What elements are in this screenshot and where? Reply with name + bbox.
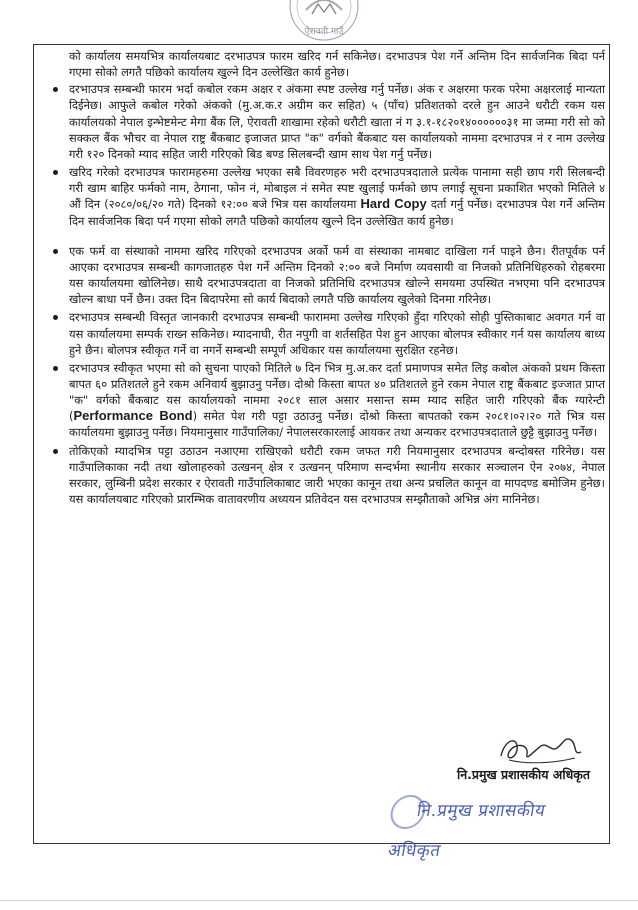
paragraph-text: दरभाउपत्र सम्बन्धी विस्तृत जानकारी दरभाउपत्र सम्बन्धी फाराममा उल्लेख गरिएको हुँदा गरिएको सोही पुस्तिकाबाट अवगत गर्न वा यस कार्यालयमा सम्पर्क राख्न सकिनेछ। म्यादनाघी, रीत नपुगी वा शर्तसहित पेश हुन आएका बोलपत्र स्वीकार गर्न यस कार्यालय बाध्य हुने छैन। बोलपत्र स्वीकृत गर्ने वा नगर्ने सम्बन्धी सम्पूर्ण अधिकार यस कार्यालयमा सुरक्षित रहनेछ। (69, 310, 605, 357)
stamp-text: नि.प्रमुख प्रशासकीय अधिकृत (386, 801, 548, 861)
notice-paragraph (50, 360, 605, 441)
notice-paragraph (50, 443, 605, 508)
paragraph-text: दर्ता गर्नु पर्नेछ। दरभाउपत्र पेश गर्ने अन्तिम दिन सार्वजनिक बिदा पर्न गएमा सोको लगतै पछिको कार्यालय खुल्ने दिन उल्लेखित कार्य हुनेछ। (69, 197, 605, 228)
notice-body (50, 48, 605, 509)
notice-paragraph (50, 48, 605, 80)
bullet-icon (53, 249, 58, 254)
paragraph-text: एक फर्म वा संस्थाको नाममा खरिद गरिएको दरभाउपत्र अर्को फर्म वा संस्थाका नामबाट दाखिला गर्न पाइने छैन। रीतपूर्वक पर्न आएका दरभाउपत्र सम्बन्धी कागजातहरु पेश गर्ने अन्तिम दिनको २:०० बजे निर्माण व्यवसायी वा निजको प्रतिनिधिहरुको रोहबरमा यस कार्यालयमा खोलिनेछ। साथै दरभाउपत्रदाता वा निजको प्रतिनिधि दरभाउपत्र खोल्ने समयमा उपस्थित नभएमा पनि दरभाउपत्र खोल्न बाधा पर्ने छैन। उक्त दिन बिदापरेमा सो कार्य बिदाको लगतै पछि कार्यालय खुलेको दिनमा गरिनेछ। (69, 243, 605, 307)
paragraph-text: दरभाउपत्र स्वीकृत भएमा सो को सुचना पाएको मितिले ७ दिन भित्र मु.अ.कर दर्ता प्रमाणपत्र समेत लिइ कबोल अंकको प्रथम किस्ता बापत ६० प्रतिशतले हुने रकम अनिवार्य बुझाउनु पर्नेछ। दोश्रो किस्ता बापत ४० प्रतिशतले हुने रकम नेपाल राष्ट्र बैंकबाट इज्जात प्राप्त "क" वर्गको बैंकबाट यस कार्यालयको नाममा २०८१ साल असार मसान्त सम्म म्याद सहित जारी गरिएको बैंक ग्यारेन्टी ( (69, 360, 605, 424)
page-edge-divider (0, 900, 638, 901)
svg-text:ऐरावती गाउँ: ऐरावती गाउँ (304, 27, 344, 37)
notice-paragraph (50, 164, 605, 229)
paragraph-text: ) समेत पेश गरी पट्टा उठाउनु पर्नेछ। दोश्रो किस्ता बापतको रकम २०८१।०२।२० गते भित्र यस कार्यालयमा बुझाउनु पर्नेछ। नियमानुसार गाउँपालिका/ नेपालसरकारलाई आयकर तथा अन्यकर दरभाउपत्रदाताले छुट्टै बुझाउनु पर्नेछ। (69, 409, 605, 440)
bullet-icon (53, 87, 58, 92)
english-term: Hard Copy (360, 196, 427, 212)
paragraph-text: तोकिएको म्यादभित्र पट्टा उठाउन नआएमा राखिएको धरौटी रकम जफत गरी नियमानुसार दरभाउपत्र बन्दोबस्त गरिनेछ। यस गाउँपालिकाका नदी तथा खोलाहरुको उत्खनन् क्षेत्र र उत्खनन् परिमाण सन्दर्भमा स्थानीय सरकार सञ्चालन ऐन २०७४, नेपाल सरकार, लुम्बिनी प्रदेश सरकार र ऐरावती गाउँपालिकाबाट जारी भएका कानून तथा अन्य प्रचलित कानून वा मापदण्ड बमोजिम हुनेछ। यस कार्यालयबाट गरिएको प्रारम्भिक वातावरणीय अध्ययन प्रतिवेदन यस दरभाउपत्र सम्झौताको अभिन्न अंग मानिनेछ। (69, 443, 605, 507)
handwritten-signature (495, 730, 587, 770)
official-stamp (386, 791, 598, 861)
bullet-icon (53, 170, 58, 175)
paragraph-text: दरभाउपत्र सम्बन्धी फारम भर्दा कबोल रकम अक्षर र अंकमा स्पष्ट उल्लेख गर्नु पर्नेछ। अंक र अक्षरमा फरक परेमा अक्षरलाई मान्यता दिईनेछ। आफुले कबोल गरेको अंकको (मु.अ.क.र अग्रीम कर सहित) ५ (पाँच) प्रतिशतको दरले हुन आउने धरौटी रकम यस कार्यालयको नेपाल इन्भेष्टमेन्ट मेगा बैंक लि, ऐरावती शाखामा रहेको धरौटी खाता नं ग ३.१-१८२०१४००००००३१ मा जम्मा गरी सो को सक्कल बैंक भौचर वा नेपाल राष्ट्र बैंकबाट इजाजत प्राप्त "क" वर्गको बैंकबाट यस कार्यालयको नाममा दरभाउपत्र नं र नाम उल्लेख गरी १२० दिनको म्याद सहित जारी गरिएको बिड बण्ड सिलबन्दी खाम साथ पेश गर्नु पर्नेछ। (69, 82, 605, 161)
signatory-title: नि.प्रमुख प्रशासकीय अधिकृत (456, 767, 590, 782)
bullet-icon (53, 449, 58, 454)
notice-paragraph (50, 309, 605, 357)
bullet-icon (53, 366, 58, 371)
government-seal (268, 0, 380, 48)
paragraph-text: को कार्यालय समयभित्र कार्यालयबाट दरभाउपत्र फारम खरिद गर्न सकिनेछ। दरभाउपत्र पेश गर्ने अन्तिम दिन सार्वजनिक बिदा पर्न गएमा सोको लगतै पछिको कार्यालय खुल्ने दिन उल्लेखित कार्य हुनेछ। (69, 49, 605, 80)
english-term: Performance Bond (73, 408, 193, 424)
notice-paragraph (50, 243, 605, 308)
paragraph-text: खरिद गरेको दरभाउपत्र फारामहरुमा उल्लेख भएका सबै विवरणहरु भरी दरभाउपत्रदाताले प्रत्येक पानामा सही छाप गरी सिलबन्दी गरी खाम बाहिर फर्मको नाम, ठेगाना, फोन नं, मोबाइल नं समेत स्पष्ट खुलाई फर्मको छाप लगाई सूचना प्रकाशित भएको मितिले ४ औं दिन (२०८०/०६/२० गते) दिनको १२:०० बजे भित्र यस कार्यालयमा (69, 165, 605, 212)
bullet-icon (53, 315, 58, 320)
notice-paragraph (50, 81, 605, 162)
